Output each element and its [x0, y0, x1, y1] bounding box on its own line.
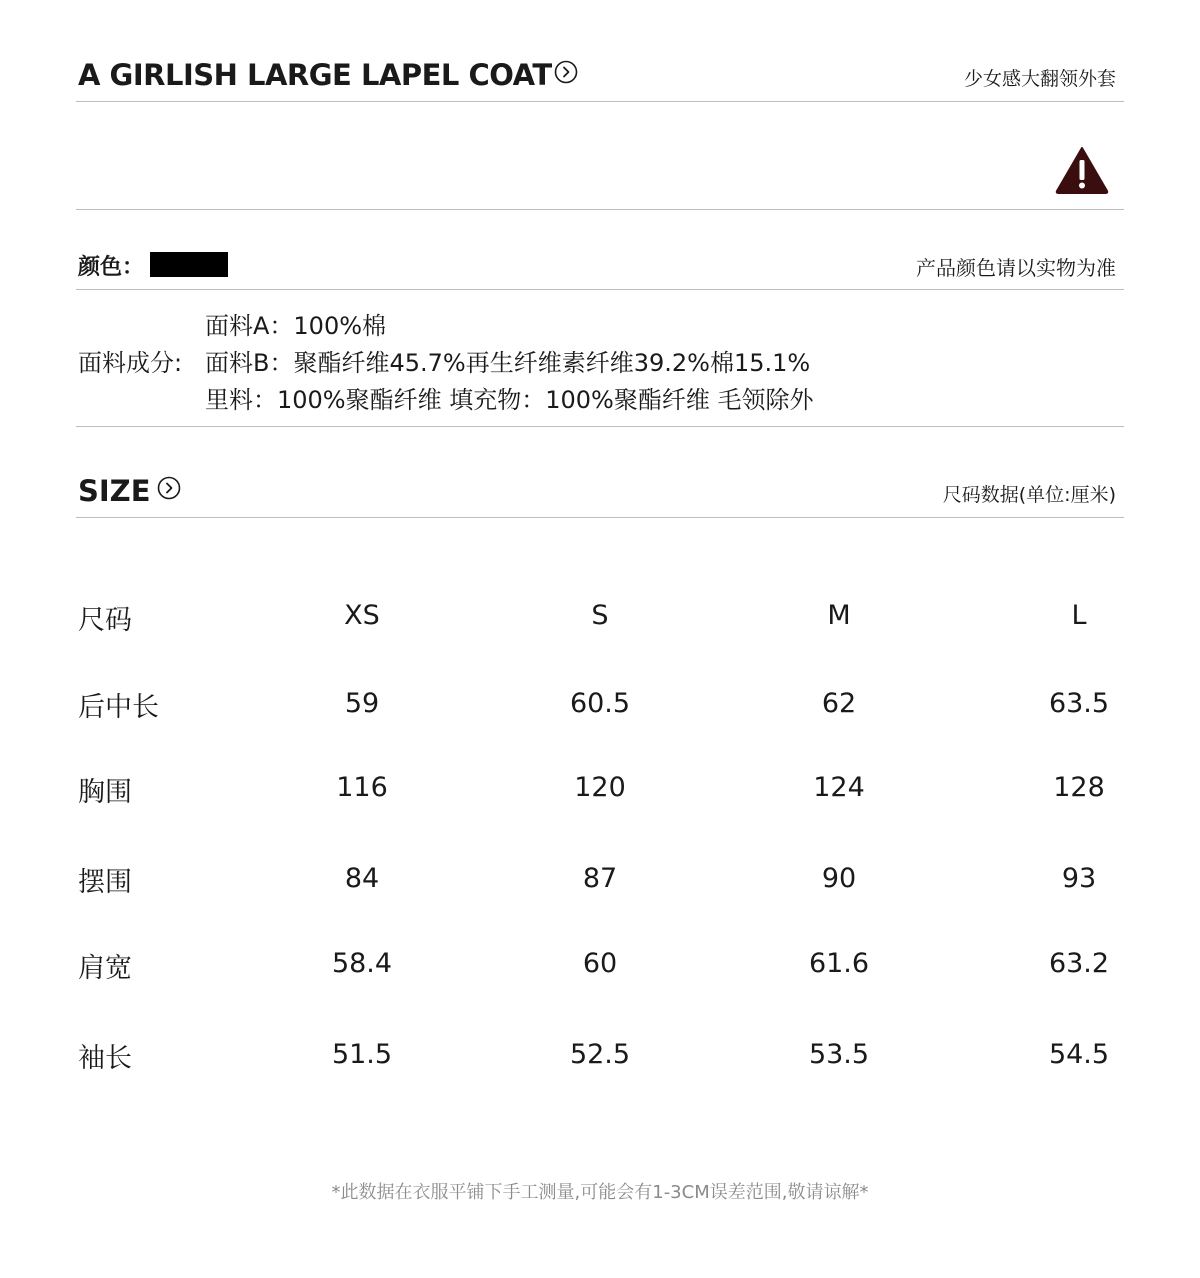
table-cell: 52.5	[569, 1039, 631, 1070]
table-cell: 90	[821, 863, 857, 894]
page-title-text: A GIRLISH LARGE LAPEL COAT	[78, 58, 552, 92]
size-unit-note: 尺码数据(单位:厘米)	[942, 484, 1116, 506]
table-row-label: 后中长	[78, 692, 159, 723]
table-cell: 116	[336, 772, 388, 803]
circle-chevron-right-icon	[554, 57, 578, 91]
divider	[76, 517, 1124, 518]
warning-triangle-icon	[1054, 145, 1110, 199]
table-cell: 87	[582, 863, 618, 894]
table-row-label: 袖长	[78, 1043, 132, 1074]
divider	[76, 209, 1124, 210]
color-label: 颜色：	[78, 255, 145, 280]
table-row-label: 尺码	[78, 605, 132, 636]
table-header-cell: XS	[344, 600, 380, 631]
table-cell: 84	[344, 863, 380, 894]
circle-chevron-right-icon	[157, 473, 181, 507]
size-title-text: SIZE	[78, 474, 151, 508]
color-swatch	[150, 252, 228, 277]
divider	[76, 426, 1124, 427]
table-cell: 124	[813, 772, 865, 803]
table-header-cell: L	[1071, 600, 1087, 631]
table-row-label: 肩宽	[78, 953, 132, 984]
table-cell: 59	[344, 688, 380, 719]
table-row-label: 摆围	[78, 867, 132, 898]
table-row-label: 胸围	[78, 777, 132, 808]
table-cell: 63.2	[1048, 948, 1110, 979]
color-note: 产品颜色请以实物为准	[916, 256, 1116, 280]
table-cell: 51.5	[331, 1039, 393, 1070]
table-cell: 120	[574, 772, 626, 803]
page-title	[78, 58, 578, 94]
table-cell: 53.5	[808, 1039, 870, 1070]
table-cell: 128	[1053, 772, 1105, 803]
composition-line: 面料A：100%棉	[205, 312, 387, 340]
table-cell: 63.5	[1048, 688, 1110, 719]
table-cell: 60.5	[569, 688, 631, 719]
divider	[76, 101, 1124, 102]
table-cell: 61.6	[808, 948, 870, 979]
size-section-title	[78, 474, 181, 510]
measurement-footnote: *此数据在衣服平铺下手工测量,可能会有1-3CM误差范围,敬请谅解*	[331, 1182, 869, 1203]
table-cell: 62	[821, 688, 857, 719]
table-cell: 58.4	[331, 948, 393, 979]
table-header-cell: S	[591, 600, 609, 631]
table-header-cell: M	[827, 600, 851, 631]
composition-line: 里料：100%聚酯纤维 填充物：100%聚酯纤维 毛领除外	[205, 386, 814, 414]
divider	[76, 289, 1124, 290]
composition-line: 面料B：聚酯纤维45.7%再生纤维素纤维39.2%棉15.1%	[205, 349, 811, 377]
table-cell: 54.5	[1048, 1039, 1110, 1070]
composition-label: 面料成分:	[78, 349, 183, 377]
table-cell: 93	[1061, 863, 1097, 894]
table-cell: 60	[582, 948, 618, 979]
subtitle-cn: 少女感大翻领外套	[963, 68, 1116, 90]
